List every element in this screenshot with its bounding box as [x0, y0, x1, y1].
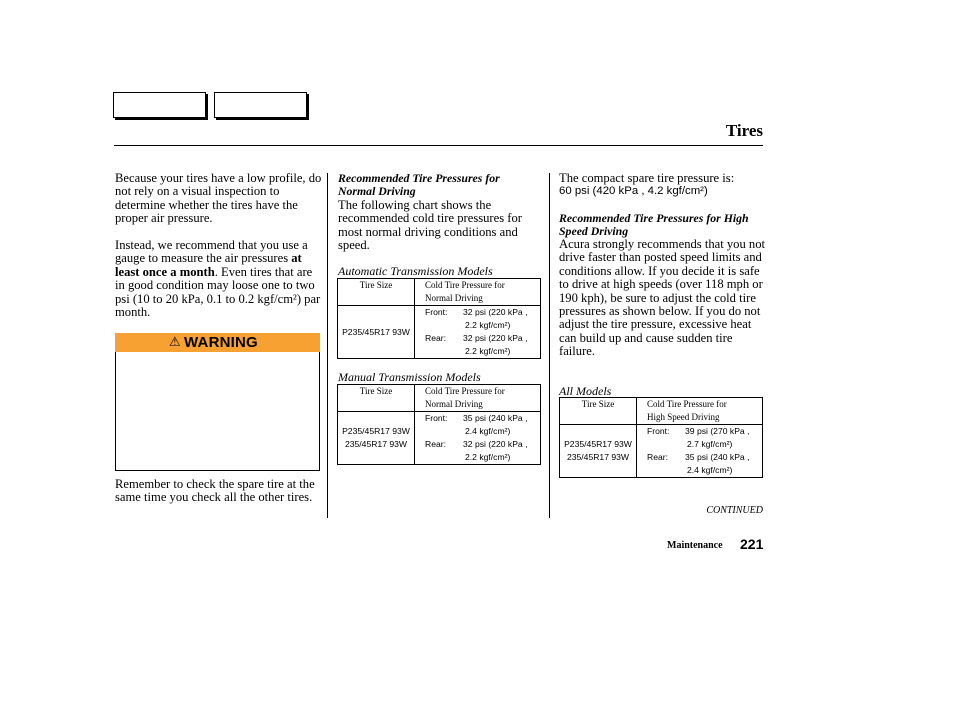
table-header-tire-size: Tire Size	[338, 385, 415, 412]
table-header-pressure: Cold Tire Pressure for High Speed Driving	[637, 398, 763, 425]
table-header-pressure: Cold Tire Pressure for Normal Driving	[415, 279, 541, 306]
automatic-models-label: Automatic Transmission Models	[338, 264, 493, 278]
page-number: 221	[740, 536, 764, 552]
column-divider-1	[327, 173, 328, 518]
warning-label: WARNING	[184, 334, 258, 351]
nav-button-2[interactable]	[214, 92, 307, 118]
tire-size-cell: P235/45R17 93W 235/45R17 93W	[338, 412, 415, 465]
footer-section-label: Maintenance	[667, 540, 723, 551]
manual-models-label: Manual Transmission Models	[338, 370, 481, 384]
pressure-cell: Front: 32 psi (220 kPa , 2.2 kgf/cm²) Rear: 32 psi (220 kPa , 2.2 kgf/cm²)	[415, 306, 541, 359]
spare-reminder-paragraph: Remember to check the spare tire at the same time you check all the other tires.	[115, 477, 315, 505]
column-divider-2	[549, 173, 550, 518]
header-rule	[114, 145, 763, 146]
spare-pressure-text: The compact spare tire pressure is:	[559, 171, 735, 185]
normal-driving-intro: The following chart shows the recommended cold tire pressures for most normal driving conditions and speed.	[338, 198, 522, 253]
tire-size-cell: P235/45R17 93W	[338, 306, 415, 359]
pressure-cell: Front: 39 psi (270 kPa , 2.7 kgf/cm²) Rear: 35 psi (240 kPa , 2.4 kgf/cm²)	[637, 425, 763, 478]
once-a-month-emphasis: at least once a month	[115, 251, 302, 279]
warning-box	[115, 352, 320, 471]
tire-size-cell: P235/45R17 93W 235/45R17 93W	[560, 425, 637, 478]
warning-triangle-icon: ⚠	[169, 335, 181, 350]
all-models-label: All Models	[559, 384, 612, 398]
high-speed-pressure-table	[559, 397, 763, 478]
spare-pressure-value: 60 psi (420 kPa , 4.2 kgf/cm²)	[559, 185, 708, 197]
high-speed-heading: Recommended Tire Pressures for High Speed Driving	[559, 211, 749, 238]
pressure-cell: Front: 35 psi (240 kPa , 2.4 kgf/cm²) Rear: 32 psi (220 kPa , 2.2 kgf/cm²)	[415, 412, 541, 465]
profile-paragraph: Because your tires have a low profile, do not rely on a visual inspection to determine whether the tires have the proper air pressure.	[115, 171, 322, 226]
normal-driving-heading: Recommended Tire Pressures for Normal Driving	[338, 171, 500, 198]
table-header-tire-size: Tire Size	[560, 398, 637, 425]
continued-label: CONTINUED	[706, 505, 763, 516]
nav-button-1[interactable]	[113, 92, 206, 118]
automatic-pressure-table	[337, 278, 541, 359]
table-header-tire-size: Tire Size	[338, 279, 415, 306]
table-header-pressure: Cold Tire Pressure for Normal Driving	[415, 385, 541, 412]
high-speed-body: Acura strongly recommends that you not drive faster than posted speed limits and conditions allow. If you decide it is safe to drive at high speeds (over 118 mph or 190 kph), be sure to adjust the cold tire pressures as shown below. If you do not adjust the tire pressure, excessive heat can build up and cause sudden tire failure.	[559, 237, 766, 359]
manual-pressure-table	[337, 384, 541, 465]
page-title: Tires	[725, 121, 763, 140]
gauge-paragraph: Instead, we recommend that you use a gauge to measure the air pressures at least once a month. Even tires that are in good condition may loose one to two psi (10 to 20 kPa, 0.1 to 0.2 kgf/cm²) par month.	[115, 238, 321, 320]
warning-banner	[115, 333, 320, 352]
